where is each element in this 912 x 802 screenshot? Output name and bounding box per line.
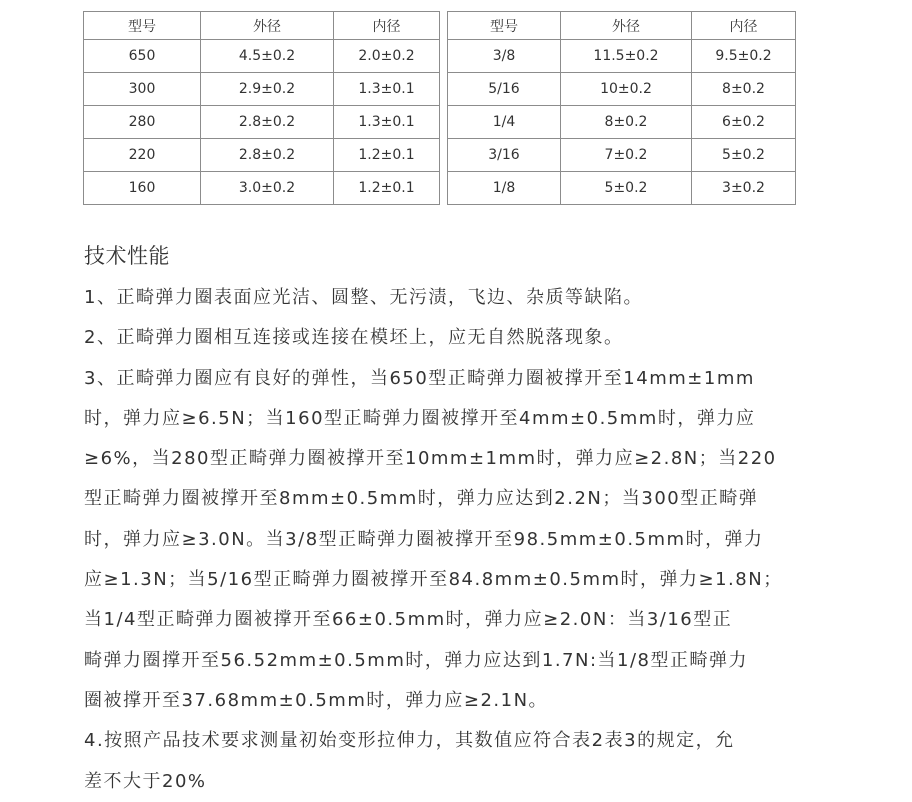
paragraph-line: 差不大于20% [84, 770, 207, 792]
cell-outer-diameter: 8±0.2 [561, 106, 692, 139]
cell-outer-diameter: 10±0.2 [561, 73, 692, 106]
cell-model: 280 [84, 106, 201, 139]
cell-inner-diameter: 6±0.2 [692, 106, 796, 139]
cell-outer-diameter: 7±0.2 [561, 139, 692, 172]
table-row [84, 139, 440, 172]
paragraph-line: 时，弹力应≥6.5N；当160型正畸弹力圈被撑开至4mm±0.5mm时，弹力应 [84, 407, 756, 429]
header-model: 型号 [448, 12, 561, 40]
cell-inner-diameter: 1.3±0.1 [334, 73, 440, 106]
paragraph-line: 应≥1.3N；当5/16型正畸弹力圈被撑开至84.8mm±0.5mm时，弹力≥1.8N； [84, 569, 783, 591]
cell-inner-diameter: 9.5±0.2 [692, 40, 796, 73]
cell-model: 3/8 [448, 40, 561, 73]
paragraph-line: 当1/4型正畸弹力圈被撑开至66±0.5mm时，弹力应≥2.0N：当3/16型正 [84, 609, 733, 631]
table-row [448, 73, 796, 106]
paragraph-line: 时，弹力应≥3.0N。当3/8型正畸弹力圈被撑开至98.5mm±0.5mm时，弹力 [84, 528, 764, 550]
paragraph-line: 圈被撑开至37.68mm±0.5mm时，弹力应≥2.1N。 [84, 689, 549, 711]
cell-inner-diameter: 5±0.2 [692, 139, 796, 172]
table-row [448, 172, 796, 205]
cell-model: 5/16 [448, 73, 561, 106]
cell-outer-diameter: 2.9±0.2 [201, 73, 334, 106]
cell-outer-diameter: 2.8±0.2 [201, 139, 334, 172]
section-title: 技术性能 [84, 244, 170, 268]
table-row [84, 73, 440, 106]
table-header-row [448, 12, 796, 40]
header-inner-diameter: 内径 [334, 12, 440, 40]
table-row [448, 139, 796, 172]
paragraph-1 [84, 278, 844, 318]
paragraph-line: 型正畸弹力圈被撑开至8mm±0.5mm时，弹力应达到2.2N；当300型正畸弹 [84, 488, 759, 510]
spec-table-right [447, 11, 796, 205]
paragraph-line: 3、正畸弹力圈应有良好的弹性，当650型正畸弹力圈被撑开至14mm±1mm [84, 367, 755, 389]
cell-model: 220 [84, 139, 201, 172]
cell-model: 650 [84, 40, 201, 73]
cell-outer-diameter: 2.8±0.2 [201, 106, 334, 139]
cell-inner-diameter: 1.2±0.1 [334, 172, 440, 205]
cell-outer-diameter: 4.5±0.2 [201, 40, 334, 73]
paragraph-2 [84, 318, 844, 358]
paragraph-4 [84, 721, 844, 802]
cell-inner-diameter: 1.2±0.1 [334, 139, 440, 172]
paragraph-line: 畸弹力圈撑开至56.52mm±0.5mm时，弹力应达到1.7N:当1/8型正畸弹力 [84, 649, 748, 671]
header-inner-diameter: 内径 [692, 12, 796, 40]
table-row [84, 172, 440, 205]
header-model: 型号 [84, 12, 201, 40]
paragraph-line: 1、正畸弹力圈表面应光洁、圆整、无污渍，飞边、杂质等缺陷。 [84, 287, 643, 308]
cell-model: 3/16 [448, 139, 561, 172]
paragraph-3 [84, 359, 844, 722]
cell-model: 160 [84, 172, 201, 205]
table-row [448, 40, 796, 73]
cell-outer-diameter: 3.0±0.2 [201, 172, 334, 205]
cell-model: 1/4 [448, 106, 561, 139]
table-header-row [84, 12, 440, 40]
cell-model: 1/8 [448, 172, 561, 205]
cell-model: 300 [84, 73, 201, 106]
table-row [84, 106, 440, 139]
header-outer-diameter: 外径 [201, 12, 334, 40]
table-row [84, 40, 440, 73]
cell-inner-diameter: 8±0.2 [692, 73, 796, 106]
spec-table-left [83, 11, 440, 205]
cell-inner-diameter: 1.3±0.1 [334, 106, 440, 139]
cell-outer-diameter: 5±0.2 [561, 172, 692, 205]
paragraph-line: 2、正畸弹力圈相互连接或连接在模坯上，应无自然脱落现象。 [84, 327, 624, 349]
cell-inner-diameter: 2.0±0.2 [334, 40, 440, 73]
paragraph-line: ≥6%，当280型正畸弹力圈被撑开至10mm±1mm时，弹力应≥2.8N；当220 [84, 448, 777, 470]
cell-outer-diameter: 11.5±0.2 [561, 40, 692, 73]
cell-inner-diameter: 3±0.2 [692, 172, 796, 205]
table-row [448, 106, 796, 139]
technical-performance-section [84, 238, 844, 802]
header-outer-diameter: 外径 [561, 12, 692, 40]
paragraph-line: 4.按照产品技术要求测量初始变形拉伸力，其数值应符合表2表3的规定，允 [84, 730, 735, 752]
